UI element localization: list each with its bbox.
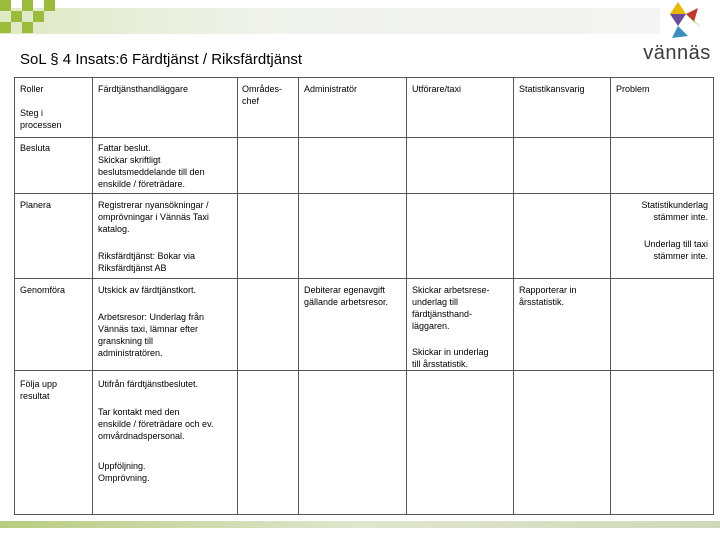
genomfora-utforare-b: Skickar in underlag till årsstatistik.	[412, 347, 489, 369]
header-roller: Roller	[20, 84, 44, 94]
page-title: SoL § 4 Insats:6 Färdtjänst / Riksfärdtjänst	[20, 51, 303, 68]
grid-vline	[713, 77, 714, 514]
logo-triangle-purple	[670, 14, 686, 26]
genomfora-handlaggare-a: Utskick av färdtjänstkort.	[98, 285, 197, 295]
grid-vline	[513, 77, 514, 514]
besluta-handlaggare: Fattar beslut. Skickar skriftligt beslutsmeddelande till den enskilde / företrädare.	[98, 143, 205, 189]
genomfora-administrator: Debiterar egenavgift gällande arbetsresor.	[304, 285, 389, 307]
logo-triangle-yellow	[670, 2, 686, 14]
planera-handlaggare-b: Riksfärdtjänst: Bokar via Riksfärdtjänst AB	[98, 251, 196, 273]
row-label-genomfora: Genomföra	[20, 285, 66, 295]
planera-handlaggare-a: Registrerar nyansökningar / omprövningar i Vännäs Taxi katalog.	[98, 200, 209, 234]
grid-vline	[237, 77, 238, 514]
grid-hline	[14, 370, 714, 371]
folja-handlaggare-c: Uppföljning. Omprövning.	[98, 461, 150, 483]
grid-hline	[14, 514, 714, 515]
grid-hline	[14, 77, 714, 78]
row-label-besluta: Besluta	[20, 143, 51, 153]
header-administrator: Administratör	[304, 84, 358, 94]
logo-triangle-blue	[672, 26, 688, 38]
grid-hline	[14, 193, 714, 194]
logo-text: vännäs	[643, 42, 711, 64]
folja-handlaggare-b: Tar kontakt med den enskilde / företrädare och ev. omvårdnadspersonal.	[98, 407, 214, 441]
header-utforare: Utförare/taxi	[412, 84, 462, 94]
genomfora-handlaggare-b: Arbetsresor: Underlag från Vännäs taxi, lämnar efter granskning till administratören.	[98, 312, 205, 358]
footer-band	[0, 521, 720, 528]
header-problem: Problem	[616, 84, 650, 94]
checker-decoration	[0, 0, 56, 36]
header-omradeschef: Områdes- chef	[242, 84, 283, 106]
row-label-planera: Planera	[20, 200, 52, 210]
grid-vline	[406, 77, 407, 514]
row-label-folja-upp: Följa upp resultat	[20, 379, 58, 401]
grid-hline	[14, 278, 714, 279]
grid-vline	[298, 77, 299, 514]
planera-problem-a: Statistikunderlag stämmer inte.	[641, 200, 708, 222]
folja-handlaggare-a: Utifrån färdtjänstbeslutet.	[98, 379, 199, 389]
header-handlaggare: Färdtjänsthandläggare	[98, 84, 189, 94]
grid-vline	[14, 77, 15, 514]
steg-label: Steg i processen	[20, 108, 62, 130]
header-band	[0, 8, 660, 34]
planera-problem-b: Underlag till taxi stämmer inte.	[643, 239, 708, 261]
grid-vline	[610, 77, 611, 514]
genomfora-statistik: Rapporterar in årsstatistik.	[519, 285, 577, 307]
grid-vline	[92, 77, 93, 514]
header-statistik: Statistikansvarig	[519, 84, 585, 94]
genomfora-utforare-a: Skickar arbetsrese- underlag till färdtjänsthand- läggaren.	[412, 285, 490, 331]
grid-hline	[14, 137, 714, 138]
